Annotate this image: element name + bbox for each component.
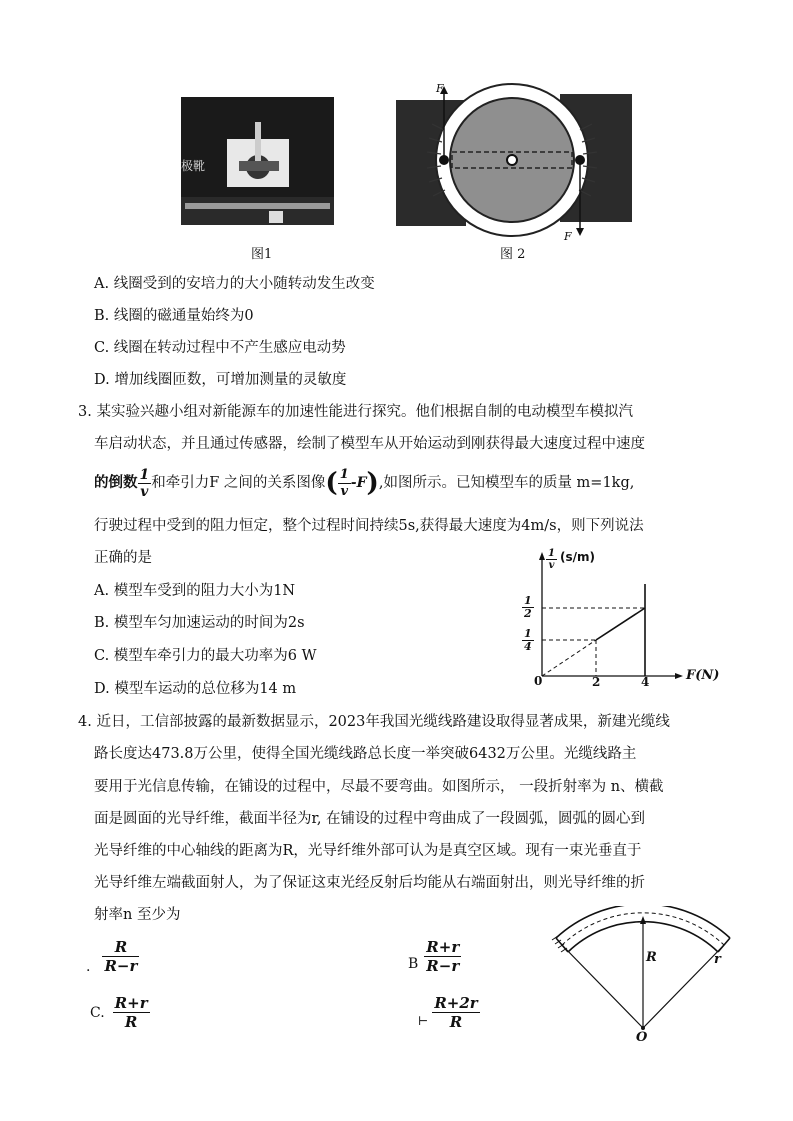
q3-option-d: D. 模型车运动的总位移为14 m	[94, 681, 297, 697]
figure-1-label: 极靴	[181, 159, 206, 173]
q4-line-2: 路长度达473.8万公里，使得全国光缆线路总长度一举突破6432万公里。光缆线路主	[94, 746, 637, 762]
paren-frac-den: v	[340, 483, 349, 499]
tick-half-den: 2	[524, 607, 532, 620]
q3-graph-x-label: F(N)	[686, 668, 720, 683]
q3-line-3-pre: 的倒数	[94, 474, 138, 491]
q3-line-3-post: ,如图所示。已知模型车的质量 m=1kg,	[378, 475, 635, 491]
q4-diagram-O: O	[636, 1030, 648, 1045]
q3-graph-x-tick-2: 2	[592, 675, 601, 689]
q4-fiber-svg	[546, 906, 746, 1046]
q2-option-b: B. 线圈的磁通量始终为0	[94, 308, 254, 324]
tick-half-num: 1	[524, 594, 532, 607]
q4-option-c	[90, 994, 150, 1031]
q4-option-c-fraction	[113, 994, 150, 1031]
q4-c-num: R+r	[114, 994, 148, 1012]
q3-option-c: C. 模型车牵引力的最大功率为6 W	[94, 648, 317, 664]
figure-2-force-top: F	[436, 82, 444, 95]
q4-line-7: 射率n 至少为	[94, 907, 181, 923]
q4-line-1: 4. 近日，工信部披露的最新数据显示，2023年我国光缆线路建设取得显著成果，新建光缆线	[78, 714, 670, 730]
q4-option-a-label: .	[86, 959, 91, 975]
paren-frac-num: 1	[339, 466, 349, 482]
q4-option-b-fraction	[424, 938, 461, 975]
q4-diagram-r: r	[714, 952, 721, 967]
q3-line-3-mid: 和牵引力F 之间的关系图像	[151, 475, 326, 491]
q3-inverse-v-fraction	[138, 467, 152, 500]
q3-option-b: B. 模型车匀加速运动的时间为2s	[94, 615, 305, 631]
q3-graph-x-tick-4: 4	[641, 675, 650, 689]
frac-numerator: 1	[139, 466, 150, 483]
q3-line-3	[94, 466, 634, 500]
q4-option-c-label: C.	[90, 1004, 105, 1021]
q4-a-den: R−r	[104, 957, 138, 975]
figure-1-photo	[181, 97, 334, 225]
q4-diagram-R: R	[646, 950, 657, 965]
q4-line-4: 面是圆面的光导纤维，截面半径为r, 在铺设的过程中弯曲成了一段圆弧，圆弧的圆心到	[94, 811, 646, 827]
q3-line-2: 车启动状态，并且通过传感器，绘制了模型车从开始运动到刚获得最大速度过程中速度	[94, 436, 645, 452]
q4-option-b-label: B	[408, 955, 419, 972]
graph-y-num: 1	[548, 548, 555, 559]
q3-graph	[524, 548, 728, 690]
figure-2-photo	[392, 80, 635, 243]
q4-d-den: R	[449, 1013, 463, 1031]
q3-graph-tick-quarter	[522, 628, 534, 653]
q4-line-6: 光导纤维左端截面射人，为了保证这束光经反射后均能从右端面射出，则光导纤维的折	[94, 875, 645, 891]
tick-quarter-num: 1	[524, 627, 532, 640]
paren-expr-text: -F	[350, 475, 367, 491]
figure-1-caption: 图1	[251, 247, 273, 262]
q3-paren-expr: ( $\frac{1}{v}$ -F )	[325, 466, 379, 499]
q4-option-d	[418, 994, 480, 1031]
frac-denominator: v	[140, 483, 149, 500]
figure-2-caption: 图 2	[500, 247, 526, 262]
q4-option-d-label: ⊢	[418, 1013, 429, 1028]
q3-graph-tick-half	[522, 595, 534, 620]
q4-line-3: 要用于光信息传输，在铺设的过程中，尽最不要弯曲。如图所示， 一段折射率为 n、横截	[94, 779, 664, 795]
q3-graph-origin: 0	[534, 674, 543, 688]
q3-line-5: 正确的是	[94, 550, 152, 566]
q4-a-num: R	[102, 938, 139, 957]
q2-option-d: D. 增加线圈匝数，可增加测量的灵敏度	[94, 372, 347, 388]
q4-b-den: R−r	[426, 957, 460, 975]
q4-c-den: R	[124, 1013, 138, 1031]
q4-fiber-diagram	[546, 906, 746, 1046]
q4-d-num: R+2r	[434, 994, 478, 1012]
q3-option-a: A. 模型车受到的阻力大小为1N	[94, 583, 296, 599]
q4-option-d-fraction	[432, 994, 479, 1031]
tick-quarter-den: 4	[524, 640, 532, 653]
q3-line-4: 行驶过程中受到的阻力恒定，整个过程时间持续5s,获得最大速度为4m/s，则下列说法	[94, 518, 644, 534]
graph-y-den: v	[548, 560, 555, 571]
q2-option-c: C. 线圈在转动过程中不产生感应电动势	[94, 340, 346, 356]
figure-2-drawing	[392, 80, 635, 240]
q4-line-5: 光导纤维的中心轴线的距离为R，光导纤维外部可认为是真空区域。现有一束光垂直于	[94, 843, 642, 859]
q3-graph-y-label	[546, 548, 557, 571]
q4-option-a	[86, 938, 139, 975]
q2-option-a: A. 线圈受到的安培力的大小随转动发生改变	[94, 276, 375, 292]
q3-line-1: 3. 某实验兴趣小组对新能源车的加速性能进行探究。他们根据自制的电动模型车模拟汽	[78, 404, 633, 420]
q4-option-b	[408, 938, 461, 975]
figure-2-force-bottom: F	[564, 230, 572, 243]
q4-option-a-fraction	[102, 938, 139, 975]
q4-b-num: R+r	[426, 938, 460, 956]
q3-graph-y-unit: (s/m)	[560, 550, 595, 564]
